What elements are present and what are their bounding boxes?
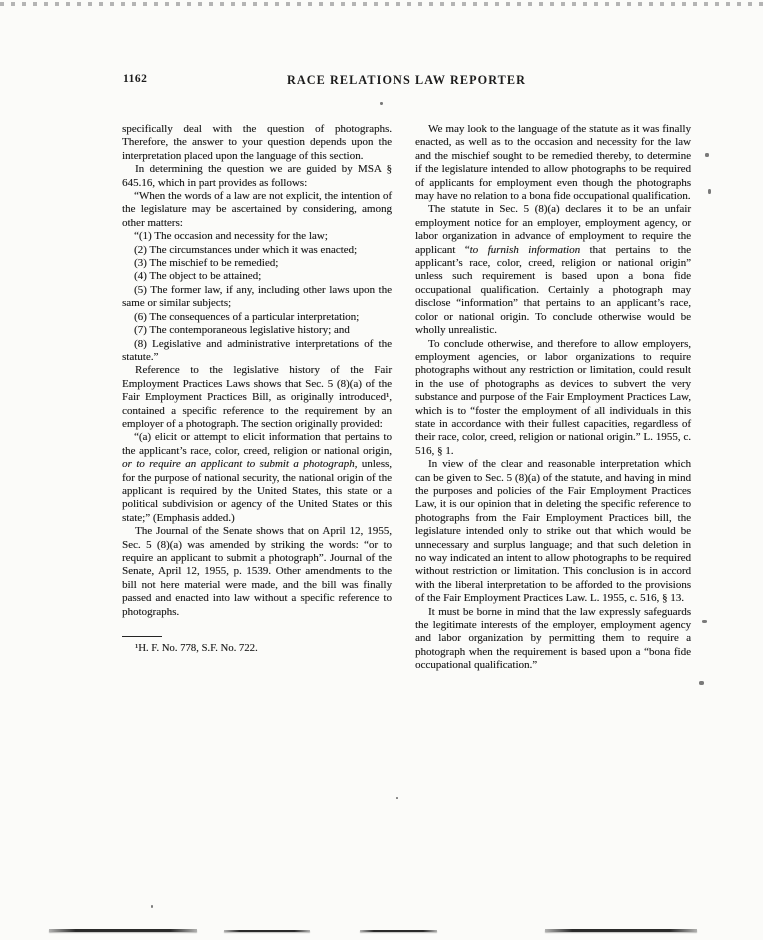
- scan-artifact-line: [49, 929, 197, 932]
- body-paragraph: In view of the clear and reasonable interpretation which can be given to Sec. 5 (8)(a) of the statute, and having in mind the purposes and policies of the Fair Employment Practices Law, it is our opinion that in deleting the specific reference to photographs from the Fair Employment Practices bill, the legislature intended only to strike out that which would be unnecessary and surplus language; and that such deletion in no way indicated an intent to allow photographs to be required without restriction or limitation. This conclusion is in accord with the liberal interpretation to be afforded to the provisions of the Fair Employment Practices Law. L. 1955, c. 516, § 13.: [415, 458, 691, 605]
- page-header: [122, 73, 691, 88]
- quote-item: “(1) The occasion and necessity for the law;: [134, 230, 328, 243]
- scan-speck: [699, 681, 704, 685]
- right-column: [415, 123, 691, 673]
- left-column: [122, 123, 392, 673]
- quote-item: (7) The contemporaneous legislative history; and: [134, 324, 350, 337]
- page-content: [122, 0, 691, 673]
- scan-artifact-line: [545, 929, 697, 932]
- scan-speck: [151, 905, 153, 908]
- scan-speck: [380, 102, 383, 105]
- body-paragraph: Reference to the legislative history of the Fair Employment Practices Laws shows that Sec. 5 (8)(a) of the Fair Employment Practices Bill, as originally introduced¹, contained a specific reference to the requirement by an employer of a photograph. The section originally provided:: [122, 364, 392, 430]
- running-title: RACE RELATIONS LAW REPORTER: [286, 73, 527, 87]
- body-paragraph: To conclude otherwise, and therefore to allow employers, employment agencies, or labor organizations to require photographs without any restriction or limitation, could result in the use of photographs as devices to subvert the very substance and purpose of the Fair Employment Practices Law, which is to “foster the employment of all individuals in this state in accordance with their fullest capacities, regardless of their race, color, creed, religion or national origin.” L. 1955, c. 516, § 1.: [415, 337, 691, 457]
- body-paragraph: In determining the question we are guided by MSA § 645.16, which in part provides as follows:: [122, 163, 392, 189]
- quote-item: (3) The mischief to be remedied;: [134, 257, 279, 270]
- quote-paragraph: “(a) elicit or attempt to elicit information that pertains to the applicant’s race, color, creed, religion or national origin, or to require an applicant to submit a photograph, unless, for the purpose of national security, the national origin of the applicant is required by the United States, this state or a political subdivision or agency of the United States or this state;” (Emphasis added.): [122, 431, 393, 524]
- quote-item: (4) The object to be attained;: [134, 270, 262, 283]
- body-paragraph: The Journal of the Senate shows that on April 12, 1955, Sec. 5 (8)(a) was amended by striking the words: “or to require an applicant to submit a photograph”. Journal of the Senate, April 12, 1955, p. 1539. Other amendments to the bill not here material were made, and the bill was finally passed and enacted into law without a specific reference to photographs.: [122, 525, 392, 618]
- quote-item: (8) Legislative and administrative interpretations of the statute.”: [122, 337, 392, 363]
- scan-speck: [705, 153, 709, 157]
- scan-artifact-line: [224, 930, 310, 932]
- footnote-rule: [122, 636, 162, 637]
- page-number: 1162: [123, 73, 148, 85]
- quote-item: (5) The former law, if any, including other laws upon the same or similar subjects;: [122, 283, 392, 310]
- quote-paragraph: “When the words of a law are not explicit, the intention of the legislature may be ascertained by considering, among other matters:: [122, 190, 392, 229]
- scan-speck: [708, 189, 711, 194]
- body-paragraph: The statute in Sec. 5 (8)(a) declares it to be an unfair employment notice for an employer, employment agency, or labor organization in advance of employment to require the applicant “to furnish information that pertains to the applicant’s race, color, creed, religion or national origin” unless such requirement is based upon a bona fide occupational qualification. Certainly a photograph may disclose “information” that pertains to an applicant’s race, color or national origin. To conclude otherwise would be wholly unrealistic.: [415, 203, 692, 337]
- body-paragraph: specifically deal with the question of photographs. Therefore, the answer to your question depends upon the interpretation placed upon the language of this section.: [122, 123, 392, 162]
- body-paragraph: We may look to the language of the statute as it was finally enacted, as well as to the occasion and necessity for the law and the mischief sought to be remedied thereby, to determine if the legislature intended to allow photographs to be required of applicants for employment even though the photographs may have no relation to a bona fide occupational qualification.: [415, 123, 691, 203]
- footnote: [122, 636, 392, 655]
- quote-item: (2) The circumstances under which it was enacted;: [134, 243, 358, 256]
- scan-speck: [702, 620, 707, 623]
- scan-artifact-line: [360, 930, 437, 932]
- quote-item: (6) The consequences of a particular interpretation;: [134, 310, 360, 323]
- scan-speck: [396, 797, 398, 799]
- footnote-text: ¹H. F. No. 778, S.F. No. 722.: [135, 642, 258, 655]
- body-paragraph: It must be borne in mind that the law expressly safeguards the legitimate interests of the employer, employment agency and labor organization by permitting them to require a photograph when the requirement is based upon a “bona fide occupational qualification.”: [415, 605, 691, 672]
- two-column-body: [122, 123, 691, 673]
